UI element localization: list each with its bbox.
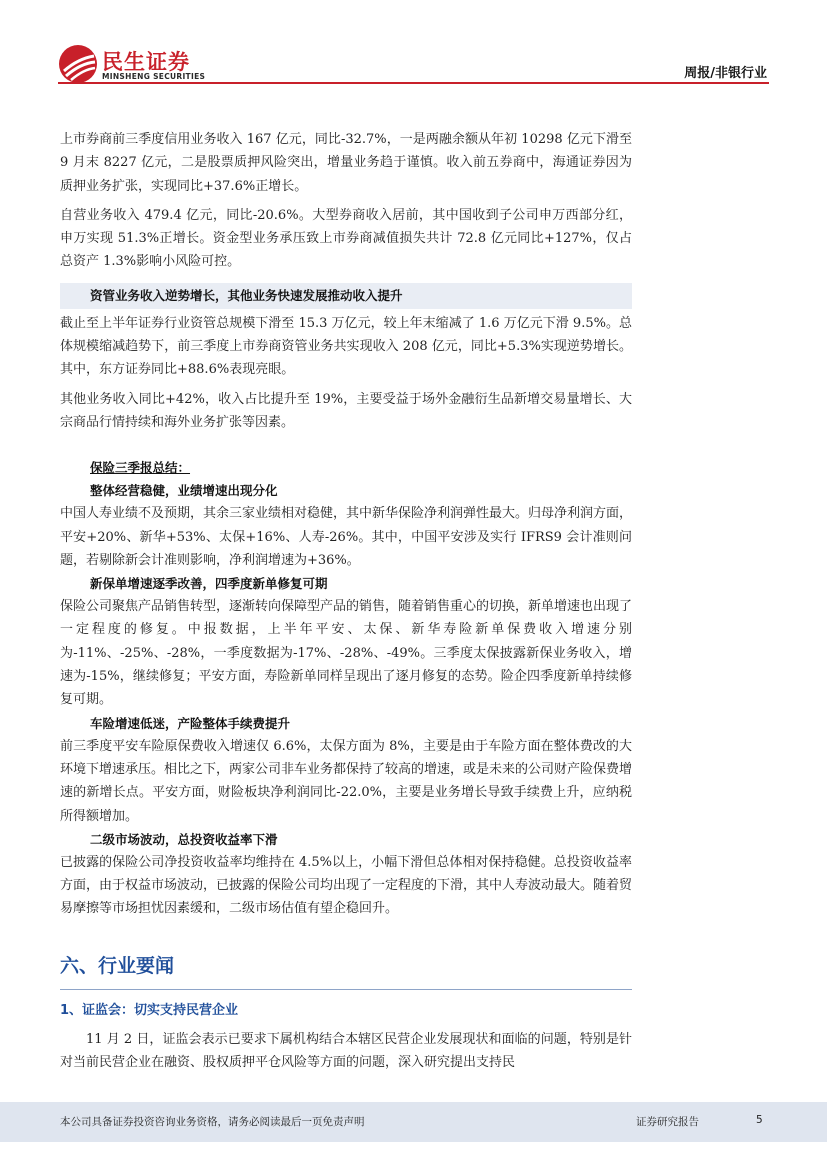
heading-overall-operation: 整体经营稳健，业绩增速出现分化 <box>90 483 278 499</box>
footer-disclaimer: 本公司具备证券投资咨询业务资格，请务必阅读最后一页免责声明 <box>60 1116 365 1128</box>
paragraph-asset-management: 截止至上半年证券行业资管总规模下滑至 15.3 万亿元，较上年末缩减了 1.6 万亿元下滑 9.5%。总体规模缩减趋势下，前三季度上市券商资管业务共实现收入 208 亿元，同比+5.3%实现逆势增长。其中，东方证券同比+88.6%表现亮眼。 <box>60 315 632 378</box>
heading-insurance-summary <box>60 456 632 479</box>
footer-document-type: 证券研究报告 <box>636 1116 699 1128</box>
paragraph-new-policy: 保险公司聚焦产品销售转型，逐渐转向保障型产品的销售，随着销售重心的切换，新单增速也出现了一定程度的修复。中报数据，上半年平安、太保、新华寿险新单保费收入增速分别为-11%、-25%、-28%，一季度数据为-17%、-28%、-49%。三季度太保披露新保业务收入，增速为-15%，继续修复；平安方面，寿险新单同样呈现出了逐月修复的态势。险企四季度新单持续修复可期。 <box>60 599 633 708</box>
paragraph-other-business: 其他业务收入同比+42%，收入占比提升至 19%，主要受益于场外金融衍生品新增交易量增长、大宗商品行情持续和海外业务扩张等因素。 <box>60 391 632 430</box>
heading-asset-management: 资管业务收入逆势增长，其他业务快速发展推动收入提升 <box>60 283 632 309</box>
heading-auto-insurance: 车险增速低迷，产险整体手续费提升 <box>90 715 291 731</box>
company-logo <box>58 44 218 84</box>
header-divider <box>58 82 769 84</box>
page-header <box>0 0 827 90</box>
section-divider <box>60 989 632 990</box>
paragraph-credit-business: 上市券商前三季度信用业务收入 167 亿元，同比-32.7%，一是两融余额从年初 10298 亿元下滑至 9 月末 8227 亿元，二是股票质押风险突出，增量业务趋于谨慎。收入前五券商中，海通证券因为质押业务扩张，实现同比+37.6%正增长。 <box>60 132 632 194</box>
paragraph-csrc-news: 11 月 2 日，证监会表示已要求下属机构结合本辖区民营企业发展现状和面临的问题，特别是针对当前民营企业在融资、股权质押平仓风险等方面的问题，深入研究提出支持民 <box>60 1031 632 1071</box>
page-number: 5 <box>756 1114 763 1126</box>
report-type-label: 周报/非银行业 <box>684 66 767 81</box>
logo-chinese-text: 民生证券 <box>102 50 190 74</box>
subheading-csrc: 1、证监会：切实支持民营企业 <box>60 1002 239 1018</box>
main-content <box>60 128 632 1074</box>
paragraph-investment-yield: 已披露的保险公司净投资收益率均维持在 4.5%以上，小幅下滑但总体相对保持稳健。总投资收益率方面，由于权益市场波动，已披露的保险公司均出现了一定程度的下滑，其中人寿波动最大。随着贸易摩擦等市场担忧因素缓和，二级市场估值有望企稳回升。 <box>60 854 633 917</box>
heading-investment-yield: 二级市场波动，总投资收益率下滑 <box>90 831 278 847</box>
paragraph-proprietary-business: 自营业务收入 479.4 亿元，同比-20.6%。大型券商收入居前，其中国收到子公司申万西部分红，申万实现 51.3%正增长。资金型业务承压致上市券商减值损失共计 72.8 亿元同比+127%，仅占总资产 1.3%影响小风险可控。 <box>60 207 632 270</box>
heading-new-policy: 新保单增速逐季改善，四季度新单修复可期 <box>90 576 328 592</box>
minsheng-logo-icon <box>58 44 98 84</box>
section-title-industry-news: 六、行业要闻 <box>60 954 175 977</box>
logo-english-text: MINSHENG SECURITIES <box>102 72 206 81</box>
paragraph-overall-operation: 中国人寿业绩不及预期，其余三家业绩相对稳健，其中新华保险净利润弹性最大。归母净利润方面，平安+20%、新华+53%、太保+16%、人寿-26%。其中，中国平安涉及实行 IFRS9 会计准则问题，若剔除新会计准则影响，净利润增速为+36%。 <box>60 506 633 568</box>
page-footer <box>0 1102 827 1142</box>
paragraph-auto-insurance: 前三季度平安车险原保费收入增速仅 6.6%，太保方面为 8%，主要是由于车险方面在整体费改的大环境下增速承压。相比之下，两家公司非车业务都保持了较高的增速，或是未来的公司财产险保费增速的新增长点。平安方面，财险板块净利润同比-22.0%，主要是业务增长导致手续费上升，应纳税所得额增加。 <box>60 738 633 824</box>
heading-insurance-summary-text: 保险三季报总结： <box>90 460 191 476</box>
